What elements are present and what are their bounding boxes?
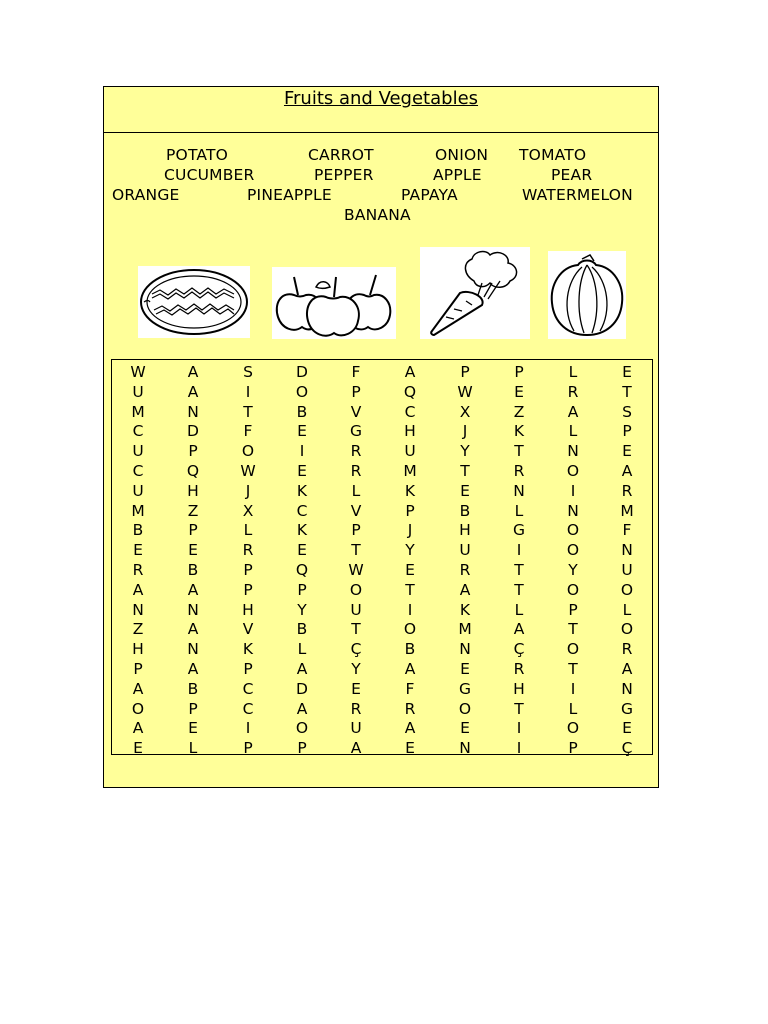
grid-letter[interactable]: K [513,422,525,441]
grid-letter[interactable]: N [459,640,471,659]
grid-letter[interactable]: V [350,501,362,520]
grid-letter[interactable]: S [622,402,632,421]
grid-letter[interactable]: T [514,442,524,461]
grid-letter[interactable]: A [132,719,144,738]
grid-letter[interactable]: R [404,699,416,718]
grid-letter[interactable]: A [296,660,308,678]
grid-letter[interactable]: P [243,561,253,579]
grid-letter[interactable]: H [187,481,199,500]
grid-letter[interactable]: T [568,660,578,678]
grid-letter[interactable]: U [132,442,144,461]
grid-row [112,521,652,541]
grid-letter[interactable]: P [243,580,253,599]
worksheet [103,86,659,788]
grid-letter[interactable]: L [622,600,632,619]
grid-letter[interactable]: T [568,620,578,639]
grid-letter[interactable]: E [188,541,198,560]
grid-letter[interactable]: F [622,521,632,540]
grid-row [112,561,652,581]
grid-letter[interactable]: I [245,382,251,401]
word-line [104,206,658,226]
grid-letter[interactable]: A [187,580,199,599]
grid-letter[interactable]: L [568,422,578,441]
grid-row [112,462,652,482]
grid-letter[interactable]: Y [460,442,470,461]
grid-row [112,700,652,720]
carrot-icon [420,247,530,339]
grid-letter[interactable]: G [620,699,633,718]
grid-row [112,403,652,423]
grid-letter[interactable]: N [621,679,633,698]
grid-letter[interactable]: G [458,679,471,698]
grid-letter[interactable]: A [621,660,633,678]
grid-letter[interactable]: I [516,541,522,560]
grid-row [112,581,652,601]
grid-row [112,502,652,522]
grid-letter[interactable]: I [299,442,305,461]
grid-letter[interactable]: Z [187,501,199,520]
grid-row [112,660,652,680]
grid-letter[interactable]: B [132,521,144,540]
grid-letter[interactable]: W [348,561,364,579]
grid-letter[interactable]: B [404,640,416,659]
grid-letter[interactable]: U [459,541,471,560]
word-item: WATERMELON [522,186,633,204]
grid-letter[interactable]: E [297,541,307,560]
grid-letter[interactable]: T [460,462,470,480]
word-item: PEAR [551,166,593,184]
grid-letter[interactable]: P [351,521,361,540]
grid-letter[interactable]: O [620,620,634,639]
word-list [104,146,658,226]
grid-letter[interactable]: A [404,660,416,678]
grid-letter[interactable]: A [187,620,199,639]
grid-letter[interactable]: O [566,462,580,480]
grid-letter[interactable]: F [243,422,253,441]
grid-letter[interactable]: L [243,521,253,540]
grid-letter[interactable]: R [242,541,254,560]
worksheet-title: Fruits and Vegetables [283,88,479,109]
grid-letter[interactable]: R [132,561,144,579]
grid-letter[interactable]: Q [403,382,417,401]
grid-letter[interactable]: C [132,422,144,441]
grid-letter[interactable]: D [296,679,308,698]
grid-letter[interactable]: J [462,422,468,441]
grid-letter[interactable]: W [240,462,256,480]
word-item: PEPPER [314,166,374,184]
grid-letter[interactable]: R [350,699,362,718]
word-item: ORANGE [112,186,180,204]
grid-letter[interactable]: A [404,719,416,738]
word-item: PINEAPPLE [247,186,332,204]
grid-letter[interactable]: N [187,402,199,421]
grid-letter[interactable]: P [297,580,307,599]
grid-row [112,422,652,442]
grid-letter[interactable]: A [567,402,579,421]
grid-letter[interactable]: E [622,363,632,381]
grid-letter[interactable]: Y [405,541,415,560]
grid-letter[interactable]: Y [297,600,307,619]
grid-letter[interactable]: X [242,501,254,520]
onion-icon [548,251,626,339]
grid-letter[interactable]: R [621,640,633,659]
grid-letter[interactable]: Z [513,402,525,421]
grid-letter[interactable]: A [132,679,144,698]
grid-letter[interactable]: P [460,363,470,381]
grid-letter[interactable]: P [243,739,253,758]
grid-letter[interactable]: J [245,481,251,500]
grid-letter[interactable]: O [349,580,363,599]
word-item: APPLE [433,166,482,184]
grid-letter[interactable]: I [570,679,576,698]
grid-letter[interactable]: E [622,442,632,461]
word-search-grid [111,359,653,758]
grid-letter[interactable]: P [188,442,198,461]
grid-letter[interactable]: O [295,382,309,401]
grid-letter[interactable]: O [620,580,634,599]
grid-letter[interactable]: P [351,382,361,401]
grid-letter[interactable]: R [350,462,362,480]
grid-letter[interactable]: G [349,422,362,441]
grid-letter[interactable]: V [350,402,362,421]
grid-letter[interactable]: L [188,739,198,758]
apples-icon [272,267,396,339]
grid-letter[interactable]: P [514,363,524,381]
grid-row [112,482,652,502]
grid-letter[interactable]: H [513,679,525,698]
grid-letter[interactable]: M [620,501,634,520]
grid-letter[interactable]: V [242,620,254,639]
grid-row [112,680,652,700]
grid-letter[interactable]: C [132,462,144,480]
grid-row [112,640,652,660]
grid-letter[interactable]: K [296,521,308,540]
word-line [104,146,658,166]
grid-letter[interactable]: N [621,541,633,560]
grid-letter[interactable]: I [516,739,522,758]
grid-letter[interactable]: O [403,620,417,639]
grid-letter[interactable]: T [351,620,361,639]
grid-letter[interactable]: D [296,363,308,381]
grid-letter[interactable]: C [296,501,308,520]
grid-letter[interactable]: E [133,541,143,560]
grid-letter[interactable]: A [132,580,144,599]
grid-letter[interactable]: X [459,402,471,421]
grid-letter[interactable]: E [460,660,470,678]
word-item: ONION [435,146,489,164]
grid-letter[interactable]: P [243,660,253,678]
grid-letter[interactable]: E [133,739,143,758]
grid-letter[interactable]: R [513,660,525,678]
word-item: PAPAYA [401,186,458,204]
grid-row [112,363,652,383]
grid-row [112,541,652,561]
grid-letter[interactable]: E [514,382,524,401]
grid-letter[interactable]: D [187,422,199,441]
grid-letter[interactable]: A [296,699,308,718]
word-item: BANANA [344,206,411,224]
grid-letter[interactable]: F [351,363,361,381]
grid-letter[interactable]: P [622,422,632,441]
grid-letter[interactable]: N [567,501,579,520]
grid-letter[interactable]: U [350,719,362,738]
grid-letter[interactable]: N [567,442,579,461]
grid-letter[interactable]: U [621,561,633,579]
grid-letter[interactable]: F [405,679,415,698]
grid-letter[interactable]: B [187,679,199,698]
grid-letter[interactable]: T [351,541,361,560]
grid-letter[interactable]: L [568,363,578,381]
grid-letter[interactable]: Ç [513,640,525,659]
grid-letter[interactable]: S [243,363,253,381]
grid-letter[interactable]: Y [351,660,361,678]
grid-row [112,442,652,462]
grid-letter[interactable]: A [187,363,199,381]
grid-letter[interactable]: R [350,442,362,461]
grid-letter[interactable]: P [133,660,143,678]
grid-letter[interactable]: H [459,521,471,540]
grid-letter[interactable]: R [567,382,579,401]
title-row [104,87,658,133]
grid-letter[interactable]: Z [132,620,144,639]
grid-letter[interactable]: O [295,719,309,738]
grid-letter[interactable]: L [351,481,361,500]
grid-letter[interactable]: A [187,382,199,401]
grid-letter[interactable]: T [622,382,632,401]
grid-letter[interactable]: Ç [350,640,362,659]
grid-letter[interactable]: O [566,640,580,659]
grid-letter[interactable]: H [404,422,416,441]
grid-letter[interactable]: A [459,580,471,599]
grid-row [112,620,652,640]
grid-letter[interactable]: N [187,600,199,619]
grid-letter[interactable]: O [566,719,580,738]
grid-letter[interactable]: E [405,739,415,758]
grid-letter[interactable]: O [241,442,255,461]
grid-letter[interactable]: U [404,442,416,461]
grid-letter[interactable]: O [566,521,580,540]
grid-letter[interactable]: T [514,561,524,579]
word-item: CARROT [308,146,374,164]
grid-row [112,719,652,739]
grid-letter[interactable]: M [131,402,145,421]
grid-letter[interactable]: L [514,501,524,520]
grid-letter[interactable]: P [568,739,578,758]
grid-letter[interactable]: C [404,402,416,421]
word-item: CUCUMBER [164,166,255,184]
grid-letter[interactable]: B [459,501,471,520]
grid-letter[interactable]: H [132,640,144,659]
grid-letter[interactable]: P [188,699,198,718]
grid-letter[interactable]: K [242,640,254,659]
grid-letter[interactable]: E [405,561,415,579]
grid-letter[interactable]: A [187,660,199,678]
grid-row [112,739,652,759]
grid-letter[interactable]: E [460,481,470,500]
grid-letter[interactable]: E [351,679,361,698]
grid-letter[interactable]: I [570,481,576,500]
grid-letter[interactable]: K [296,481,308,500]
grid-letter[interactable]: Ç [621,739,633,758]
grid-letter[interactable]: N [459,739,471,758]
grid-letter[interactable]: T [243,402,253,421]
grid-letter[interactable]: K [404,481,416,500]
grid-letter[interactable]: B [187,561,199,579]
grid-letter[interactable]: M [131,501,145,520]
grid-letter[interactable]: O [458,699,472,718]
grid-letter[interactable]: B [296,402,308,421]
grid-letter[interactable]: I [516,719,522,738]
grid-letter[interactable]: U [132,382,144,401]
grid-letter[interactable]: U [132,481,144,500]
grid-letter[interactable]: P [568,600,578,619]
grid-letter[interactable]: O [131,699,145,718]
grid-letter[interactable]: N [513,481,525,500]
grid-letter[interactable]: Q [186,462,200,480]
grid-row [112,601,652,621]
grid-letter[interactable]: A [513,620,525,639]
grid-letter[interactable]: E [188,719,198,738]
grid-letter[interactable]: T [405,580,415,599]
grid-letter[interactable]: K [459,600,471,619]
grid-letter[interactable]: R [513,462,525,480]
grid-letter[interactable]: O [566,541,580,560]
word-line [104,186,658,206]
grid-letter[interactable]: L [514,600,524,619]
grid-row [112,383,652,403]
grid-letter[interactable]: E [622,719,632,738]
grid-letter[interactable]: L [568,699,578,718]
grid-letter[interactable]: H [242,600,254,619]
grid-letter[interactable]: M [458,620,472,639]
grid-letter[interactable]: Q [295,561,309,579]
grid-letter[interactable]: P [297,739,307,758]
grid-letter[interactable]: I [245,719,251,738]
grid-letter[interactable]: N [132,600,144,619]
grid-letter[interactable]: C [242,699,254,718]
grid-letter[interactable]: I [407,600,413,619]
grid-letter[interactable]: L [297,640,307,659]
grid-letter[interactable]: R [621,481,633,500]
grid-letter[interactable]: W [457,382,473,401]
grid-letter[interactable]: A [404,363,416,381]
word-item: TOMATO [519,146,587,164]
grid-letter[interactable]: P [405,501,415,520]
word-item: POTATO [166,146,229,164]
grid-letter[interactable]: U [350,600,362,619]
grid-letter[interactable]: N [187,640,199,659]
grid-letter[interactable]: G [512,521,525,540]
grid-letter[interactable]: T [514,699,524,718]
grid-letter[interactable]: E [460,719,470,738]
grid-letter[interactable]: P [188,521,198,540]
grid-letter[interactable]: W [130,363,146,381]
grid-letter[interactable]: A [350,739,362,758]
grid-letter[interactable]: J [407,521,413,540]
grid-letter[interactable]: R [459,561,471,579]
grid-letter[interactable]: E [297,462,307,480]
grid-letter[interactable]: A [621,462,633,480]
grid-letter[interactable]: Y [568,561,578,579]
grid-letter[interactable]: C [242,679,254,698]
grid-letter[interactable]: M [403,462,417,480]
grid-letter[interactable]: E [297,422,307,441]
grid-letter[interactable]: T [514,580,524,599]
watermelon-icon [138,266,250,338]
grid-letter[interactable]: B [296,620,308,639]
word-line [104,166,658,186]
grid-letter[interactable]: O [566,580,580,599]
